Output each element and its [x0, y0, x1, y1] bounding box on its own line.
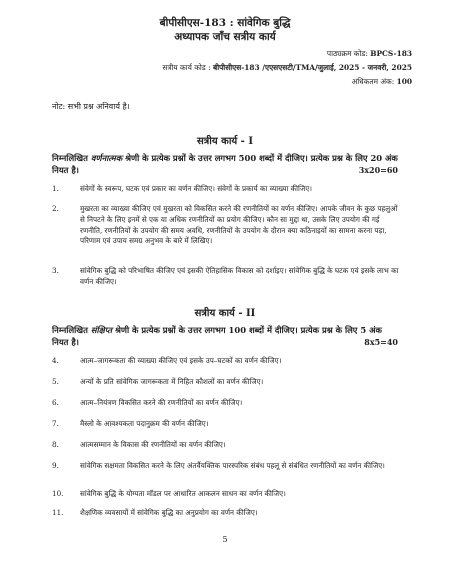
document-title: बीपीसीएस-183 : सांवेगिक बुद्धि: [159, 17, 291, 29]
question-item: [52, 489, 402, 500]
question-item: [52, 356, 402, 367]
question-number: 4.: [52, 356, 59, 365]
question-item: [52, 461, 402, 472]
question-number: 9.: [52, 461, 59, 470]
question-item: [52, 398, 402, 409]
section-2-intro-rest: श्रेणी के प्रत्येक प्रश्नों के उत्तर लगभग 100 शब्दों में दीजिए। प्रत्येक प्रश्न के लिए 5 अंक नियत है।: [52, 325, 382, 347]
question-text: शैक्षणिक व्यवसायों में सांवेगिक बुद्धि का अनुप्रयोग का वर्णन कीजिए।: [80, 508, 258, 517]
question-item: [52, 184, 402, 195]
question-number: 11.: [52, 508, 64, 517]
question-number: 2.: [52, 204, 59, 213]
question-item: [52, 204, 402, 247]
section-1-intro: [52, 152, 398, 176]
course-code-value: BPCS-183: [370, 49, 412, 58]
max-marks-label: अधिकतम अंक:: [351, 77, 395, 86]
assignment-code-value: बीपीसीएस-183 /एएसएसटी/TMA/जुलाई, 2025 - जनवरी, 2025: [212, 63, 412, 72]
question-text: आत्म–जागरूकता की व्याख्या कीजिए एवं इसके उप–घटकों का वर्णन कीजिए।: [80, 356, 282, 365]
question-text: आत्म–नियंत्रण विकसित करने की रणनीतियों का वर्णन कीजिए।: [80, 398, 243, 407]
section-2-heading: सत्रीय कार्य - II: [194, 308, 256, 319]
section-2-marks: 8x5=40: [364, 337, 398, 347]
question-number: 10.: [52, 489, 64, 498]
question-text: आत्मसम्मान के विकास की रणनीतियों का वर्णन कीजिए।: [80, 440, 226, 449]
question-text: सांवेगिक बुद्धि को परिभाषित कीजिए एवं इसकी ऐतिहासिक विकास को दर्शाइए। सांवेगिक बुद्धि के घटक एवं इसके लाभ का वर्णन कीजिए।: [80, 266, 399, 286]
max-marks-line: [352, 77, 412, 87]
question-number: 8.: [52, 440, 59, 449]
question-text: अन्यों के प्रति सांवेगिक जागरूकता में निहित कौशलों का वर्णन कीजिए।: [80, 377, 264, 386]
question-item: [52, 377, 402, 388]
question-number: 5.: [52, 377, 59, 386]
course-code-line: [327, 49, 412, 59]
question-text: सांवेगिक बुद्धि के योग्यता मॉडल पर आधारित आकलन साधन का वर्णन कीजिए।: [80, 489, 286, 498]
section-1-intro-start: निम्नलिखित: [52, 153, 91, 163]
instruction-note: नोट: सभी प्रश्न अनिवार्य है।: [52, 102, 130, 111]
section-1-intro-category: वर्णनात्मक: [90, 153, 123, 163]
question-text: मुखरता का व्याख्या कीजिए एवं मुखरता को विकसित करने की रणनीतियों का वर्णन कीजिए। आपके जीवन के कुछ पहलुओं से निपटने के लिए इनमें से एक या अधिक रणनीतियों का प्रयोग कीजिए। कौन सा मुद्दा था, उसके लिए उपयोग की गई रणनीति, रणनीतियों के उपयोग की समय अवधि, रणनीतियों के उपयोग के दौरान क्या कठिनाइयों का सामना करना पड़ा, परिणाम एवं उपाय समग्र अनुभव के बारे में लिखिए।: [80, 204, 398, 246]
question-item: [52, 419, 402, 430]
assignment-code-line: [162, 63, 412, 73]
question-item: [52, 508, 402, 519]
max-marks-value: 100: [396, 77, 412, 86]
section-2-intro: [52, 324, 398, 348]
question-item: [52, 440, 402, 451]
section-1-marks: 3x20=60: [358, 165, 398, 175]
course-code-label: पाठ्यक्रम कोड:: [326, 49, 368, 58]
page-number: 5: [222, 535, 228, 544]
section-1-intro-rest: श्रेणी के प्रत्येक प्रश्नों के उत्तर लगभग 500 शब्दों में दीजिए। प्रत्येक प्रश्न के लिए 20 अंक नियत है।: [52, 153, 398, 175]
section-1-heading: सत्रीय कार्य - I: [196, 136, 253, 147]
assignment-code-label: सत्रीय कार्य कोड :: [162, 63, 211, 72]
section-2-intro-category: संक्षिप्त: [90, 325, 113, 335]
question-text: मैस्लो के आवश्यकता पदानुक्रम की वर्णन कीजिए।: [80, 419, 209, 428]
question-number: 3.: [52, 266, 59, 275]
section-2-intro-start: निम्नलिखित: [52, 325, 91, 335]
question-number: 1.: [52, 184, 59, 193]
question-text: सांवेगिक सक्षमता विकसित करने के लिए अंतर्वैयक्तिक पारस्परिक संबंध पहलू से संबंधित रणनीतियों का वर्णन कीजिए।: [80, 461, 385, 470]
question-number: 7.: [52, 419, 59, 428]
question-item: [52, 266, 402, 288]
question-text: संवेगों के स्वरूप, घटक एवं प्रकार का वर्णन कीजिए। संवेगों के प्रकार्य का व्याख्या कीजिए।: [80, 184, 312, 193]
document-subtitle: अध्यापक जाँच सत्रीय कार्य: [174, 31, 276, 43]
question-number: 6.: [52, 398, 59, 407]
